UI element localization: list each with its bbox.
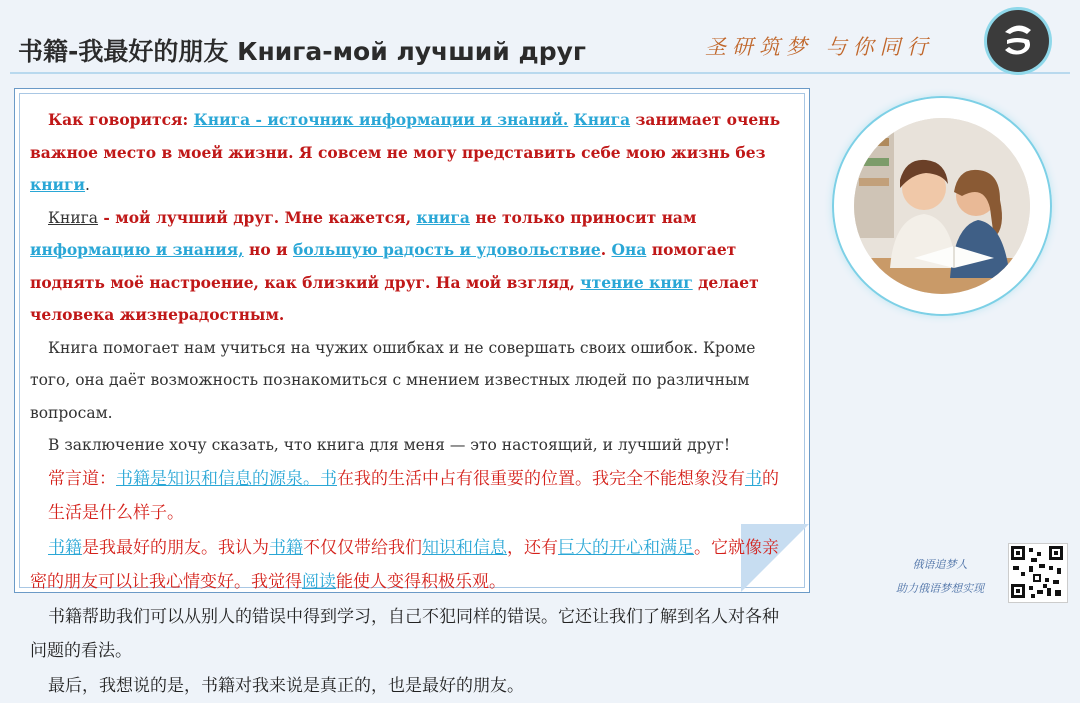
text-run: . xyxy=(601,240,612,259)
highlight-link: 书 xyxy=(745,469,762,489)
zh-paragraph-1 xyxy=(30,462,792,531)
slogan: 圣研筑梦 与你同行 xyxy=(705,31,934,61)
text-run: делает человека жизнерадостным. xyxy=(30,273,759,325)
text-run: 是我最好的朋友。我认为 xyxy=(82,538,269,558)
highlight-link: 书籍 xyxy=(48,538,82,558)
ru-paragraph-1 xyxy=(30,104,792,202)
highlight-link: 巨大的开心和满足 xyxy=(558,538,694,558)
text-run: . xyxy=(85,176,90,194)
highlight-link: 知识和信息 xyxy=(422,538,507,558)
text-run: 能使人变得积极乐观。 xyxy=(336,572,506,592)
reading-photo xyxy=(854,118,1030,294)
text-run: 。它就像亲密的朋友可以让我心情变好。我觉得 xyxy=(30,538,779,593)
page-title: 书籍-我最好的朋友 Книга-мой лучший друг xyxy=(18,32,586,68)
text-run: 在我的生活中占有很重要的位置。我完全不能想象没有 xyxy=(337,469,745,489)
text-run: 的生活是什么样子。 xyxy=(48,469,779,524)
zh-paragraph-4: 最后，我想说的是，书籍对我来说是真正的，也是最好的朋友。 xyxy=(30,669,792,703)
ru-paragraph-2 xyxy=(30,202,792,332)
highlight-link: 书籍是知识和信息的源泉。书 xyxy=(116,469,337,489)
highlight-link: Книга xyxy=(574,110,630,129)
text-run: - мой лучший друг. Мне кажется, xyxy=(98,208,416,227)
highlight-link: большую радость и удовольствие xyxy=(293,240,601,259)
ru-paragraph-3: Книга помогает нам учиться на чужих ошибках и не совершать своих ошибок. Кроме того, она даёт возможность познакомиться с мнением известных людей по различным вопросам. xyxy=(30,332,792,430)
brand-logo-icon xyxy=(987,10,1049,72)
text-body xyxy=(30,104,792,703)
text-run: но и xyxy=(244,240,293,259)
zh-paragraph-3: 书籍帮助我们可以从别人的错误中得到学习，自己不犯同样的错误。它还让我们了解到名人对各种问题的看法。 xyxy=(30,600,792,669)
text-run: помогает поднять моё настроение, как близкий друг. На мой взгляд, xyxy=(30,240,736,292)
highlight-link: 书籍 xyxy=(269,538,303,558)
text-run: 不仅仅带给我们 xyxy=(303,538,422,558)
highlight-link: Она xyxy=(612,240,647,259)
highlight-link: информацию и знания, xyxy=(30,240,244,259)
text-run: Как говорится: xyxy=(48,110,194,129)
qr-code-icon xyxy=(1008,543,1068,603)
highlight-link: книги xyxy=(30,175,85,194)
text-run: ，还有 xyxy=(507,538,558,558)
highlight-link: Книга - источник информации и знаний. xyxy=(194,110,569,129)
highlight-link: чтение книг xyxy=(580,273,692,292)
text-run: занимает очень важное место в моей жизни. Я совсем не могу представить себе мою жизнь без xyxy=(30,110,780,162)
footer-line-1: 俄语追梦人 xyxy=(880,556,1000,572)
highlight-link: 阅读 xyxy=(302,572,336,592)
zh-paragraph-2 xyxy=(30,531,792,600)
header-divider xyxy=(10,72,1070,74)
highlight-link: книга xyxy=(416,208,470,227)
text-run: не только приносит нам xyxy=(470,208,696,227)
ru-paragraph-4: В заключение хочу сказать, что книга для меня — это настоящий, и лучший друг! xyxy=(30,429,792,462)
text-run: 常言道： xyxy=(48,469,116,489)
highlight-link: Книга xyxy=(48,209,98,227)
footer-line-2: 助力俄语梦想实现 xyxy=(880,580,1000,596)
